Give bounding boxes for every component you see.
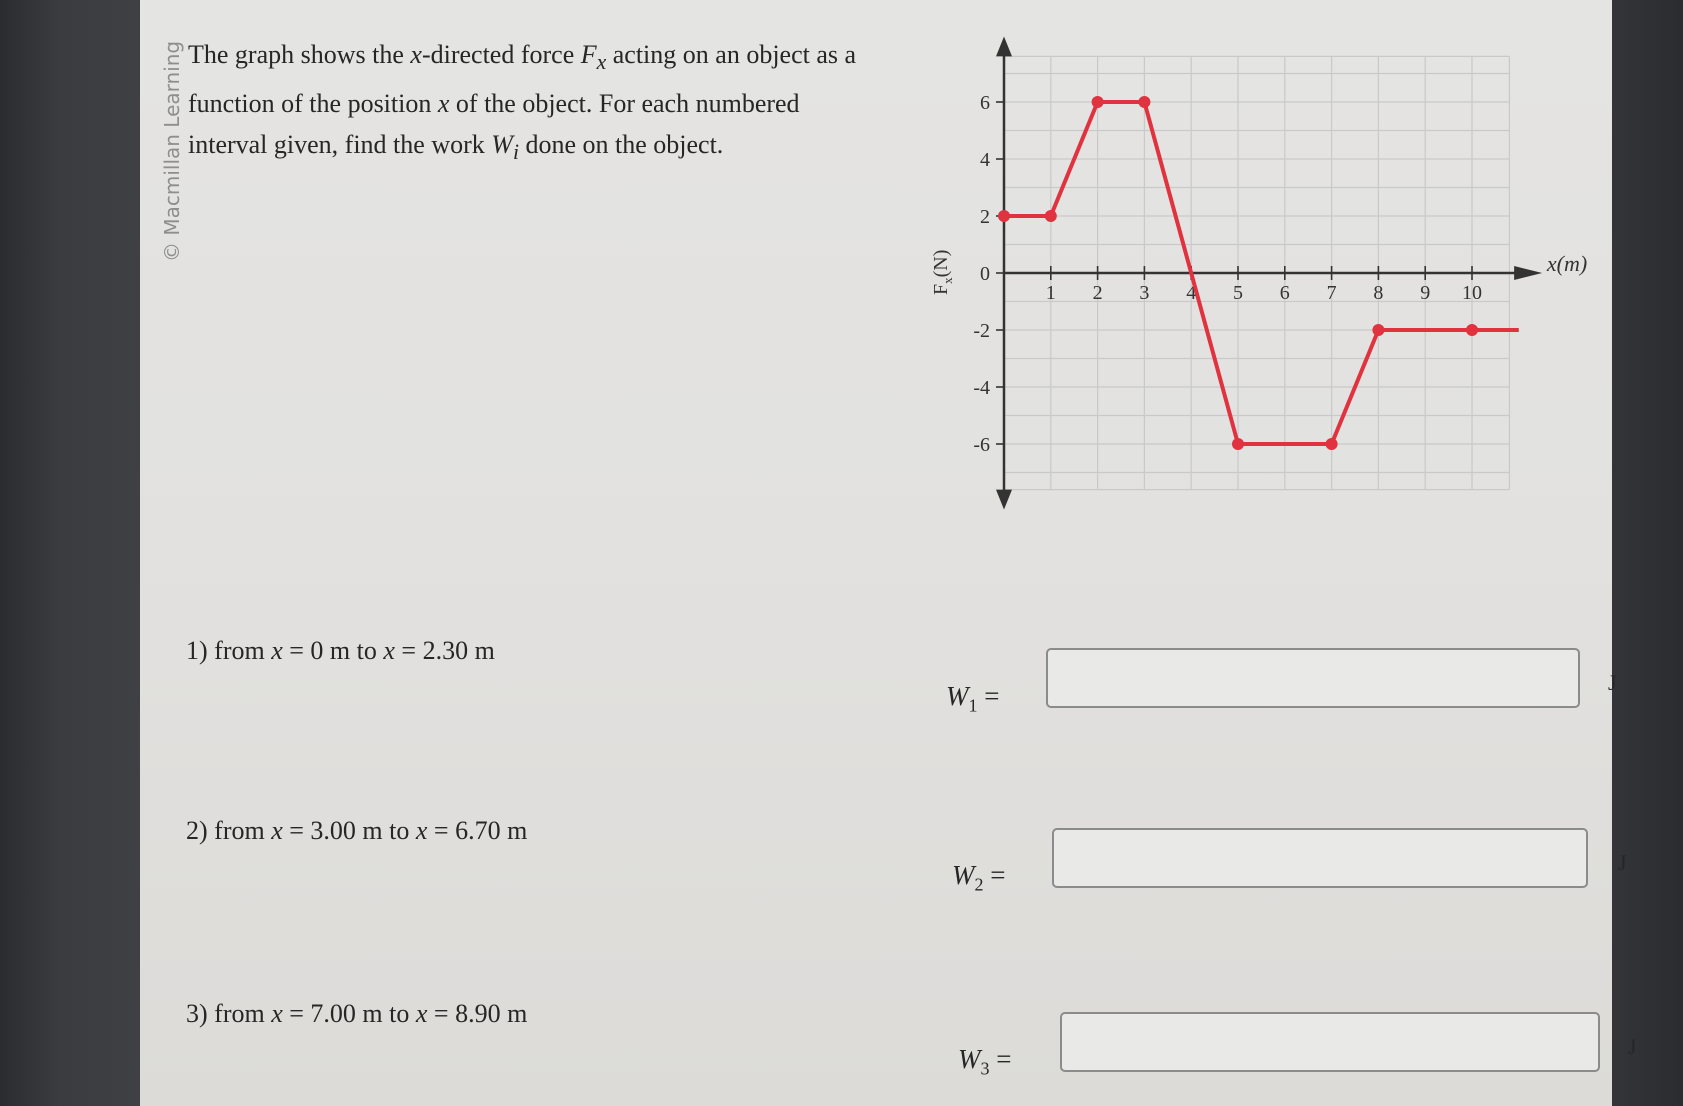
- data-point: [1372, 324, 1384, 336]
- x-axis-label: x(m): [1546, 251, 1588, 276]
- y-tick-label: -2: [973, 320, 990, 342]
- x-tick-label: 9: [1420, 282, 1431, 304]
- y-axis-arrow-up: [996, 36, 1012, 56]
- x-tick-label: 10: [1462, 282, 1482, 304]
- data-point: [1232, 438, 1244, 450]
- w1-unit: J: [1608, 670, 1617, 695]
- data-point: [1138, 96, 1150, 108]
- x-tick-label: 5: [1233, 282, 1243, 304]
- x-tick-label: 1: [1045, 282, 1056, 304]
- y-axis-label: $F_x(N)$: [930, 249, 955, 295]
- x-tick-label: 7: [1326, 282, 1337, 304]
- x-axis-arrow: [1514, 266, 1542, 280]
- problem-statement: The graph shows the x-directed force $F_x$ acting on an object as a function of the position x of the object. For each numbered interval given, find the work $W_i$ done on the object.: [188, 40, 857, 165]
- question-2-text: 2) from x = 3.00 m to x = 6.70 m: [186, 816, 528, 845]
- y-tick-label: 4: [980, 149, 990, 171]
- y-tick-label: 0: [980, 263, 990, 285]
- y-tick-label: -4: [973, 377, 990, 399]
- y-tick-label: -6: [973, 434, 990, 456]
- y-tick-label: 6: [980, 92, 990, 114]
- data-point: [1326, 438, 1338, 450]
- w3-unit: J: [1628, 1034, 1637, 1059]
- x-tick-label: 3: [1139, 282, 1150, 304]
- data-point: [1045, 210, 1057, 222]
- x-tick-label: 6: [1279, 282, 1290, 304]
- x-tick-label: 2: [1092, 282, 1103, 304]
- data-point: [1466, 324, 1478, 336]
- w2-unit: J: [1618, 850, 1627, 875]
- w2-label: $W_2$ =: [952, 860, 1006, 895]
- y-tick-label: 2: [980, 206, 990, 228]
- data-point: [1092, 96, 1104, 108]
- question-3-text: 3) from x = 7.00 m to x = 8.90 m: [186, 999, 528, 1028]
- w3-answer-input[interactable]: [1060, 1012, 1600, 1072]
- copyright-notice: © Macmillan Learning: [160, 40, 184, 262]
- question-1-text: 1) from x = 0 m to x = 2.30 m: [186, 636, 495, 665]
- w2-answer-input[interactable]: [1052, 828, 1588, 888]
- data-point: [998, 210, 1010, 222]
- w1-label: $W_1$ =: [946, 681, 1000, 716]
- x-tick-label: 8: [1373, 282, 1384, 304]
- x-tick-label: 4: [1186, 282, 1197, 304]
- chart-axes: [996, 36, 1542, 509]
- w1-answer-input[interactable]: [1046, 648, 1580, 708]
- w3-label: $W_3$ =: [958, 1044, 1012, 1079]
- y-axis-arrow-down: [996, 490, 1012, 510]
